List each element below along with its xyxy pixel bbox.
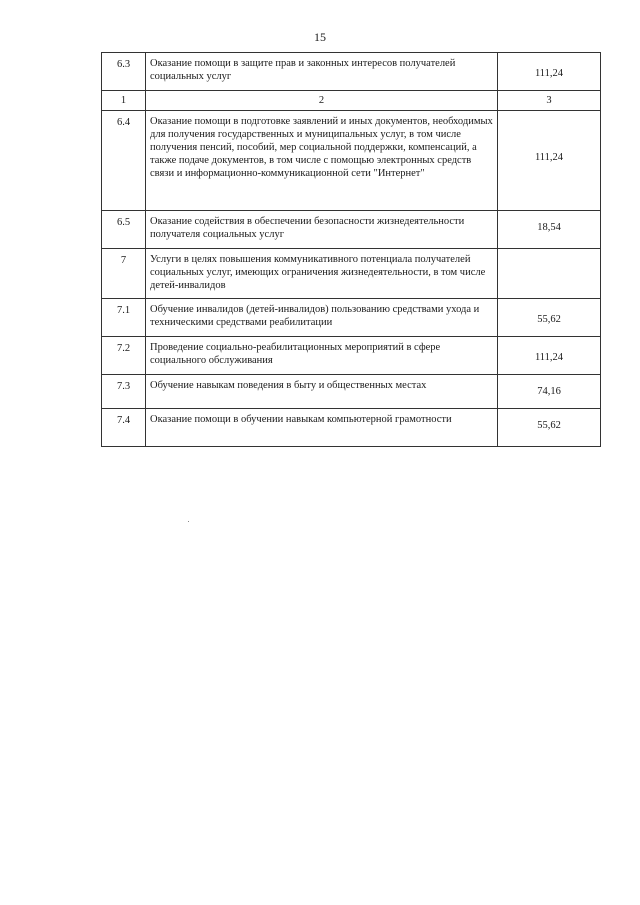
row-number: 7.4 (102, 409, 146, 447)
service-description: Оказание помощи в обучении навыкам компьютерной грамотности (146, 409, 498, 447)
table-row (102, 375, 601, 409)
service-price: 111,24 (498, 337, 601, 375)
service-price: 55,62 (498, 299, 601, 337)
row-number: 7.2 (102, 337, 146, 375)
row-number: 6.5 (102, 211, 146, 249)
table-row (102, 53, 601, 91)
column-numbering-row (102, 91, 601, 111)
service-description: Оказание помощи в защите прав и законных интересов получателей социальных услуг (146, 53, 498, 91)
table-row (102, 211, 601, 249)
table-row (102, 409, 601, 447)
table-row (102, 299, 601, 337)
service-description: Оказание помощи в подготовке заявлений и иных документов, необходимых для получения государственных и муниципальных услуг, в том числе получения пенсий, пособий, мер социальной поддержки, компенсаций, а также подаче документов, в том числе с помощью электронных средств связи и информационно-коммуникационной сети "Интернет" (146, 111, 498, 211)
row-number: 7.1 (102, 299, 146, 337)
service-description: Услуги в целях повышения коммуникативного потенциала получателей социальных услуг, имеющих ограничения жизнедеятельности, в том числе детей-инвалидов (146, 249, 498, 299)
scan-speck (188, 521, 189, 522)
table-row (102, 249, 601, 299)
service-description: Проведение социально-реабилитационных мероприятий в сфере социального обслуживания (146, 337, 498, 375)
services-price-table (101, 52, 601, 447)
service-price: 18,54 (498, 211, 601, 249)
service-description: Обучение инвалидов (детей-инвалидов) пользованию средствами ухода и техническими средствами реабилитации (146, 299, 498, 337)
column-number-1: 1 (102, 91, 146, 111)
service-price: 74,16 (498, 375, 601, 409)
service-description: Обучение навыкам поведения в быту и общественных местах (146, 375, 498, 409)
service-price (498, 249, 601, 299)
row-number: 7 (102, 249, 146, 299)
table-row (102, 337, 601, 375)
service-price: 111,24 (498, 53, 601, 91)
service-price: 55,62 (498, 409, 601, 447)
page-number: 15 (314, 30, 326, 44)
column-number-3: 3 (498, 91, 601, 111)
row-number: 6.3 (102, 53, 146, 91)
table-row (102, 111, 601, 211)
service-price: 111,24 (498, 111, 601, 211)
row-number: 6.4 (102, 111, 146, 211)
row-number: 7.3 (102, 375, 146, 409)
column-number-2: 2 (146, 91, 498, 111)
service-description: Оказание содействия в обеспечении безопасности жизнедеятельности получателя социальных услуг (146, 211, 498, 249)
